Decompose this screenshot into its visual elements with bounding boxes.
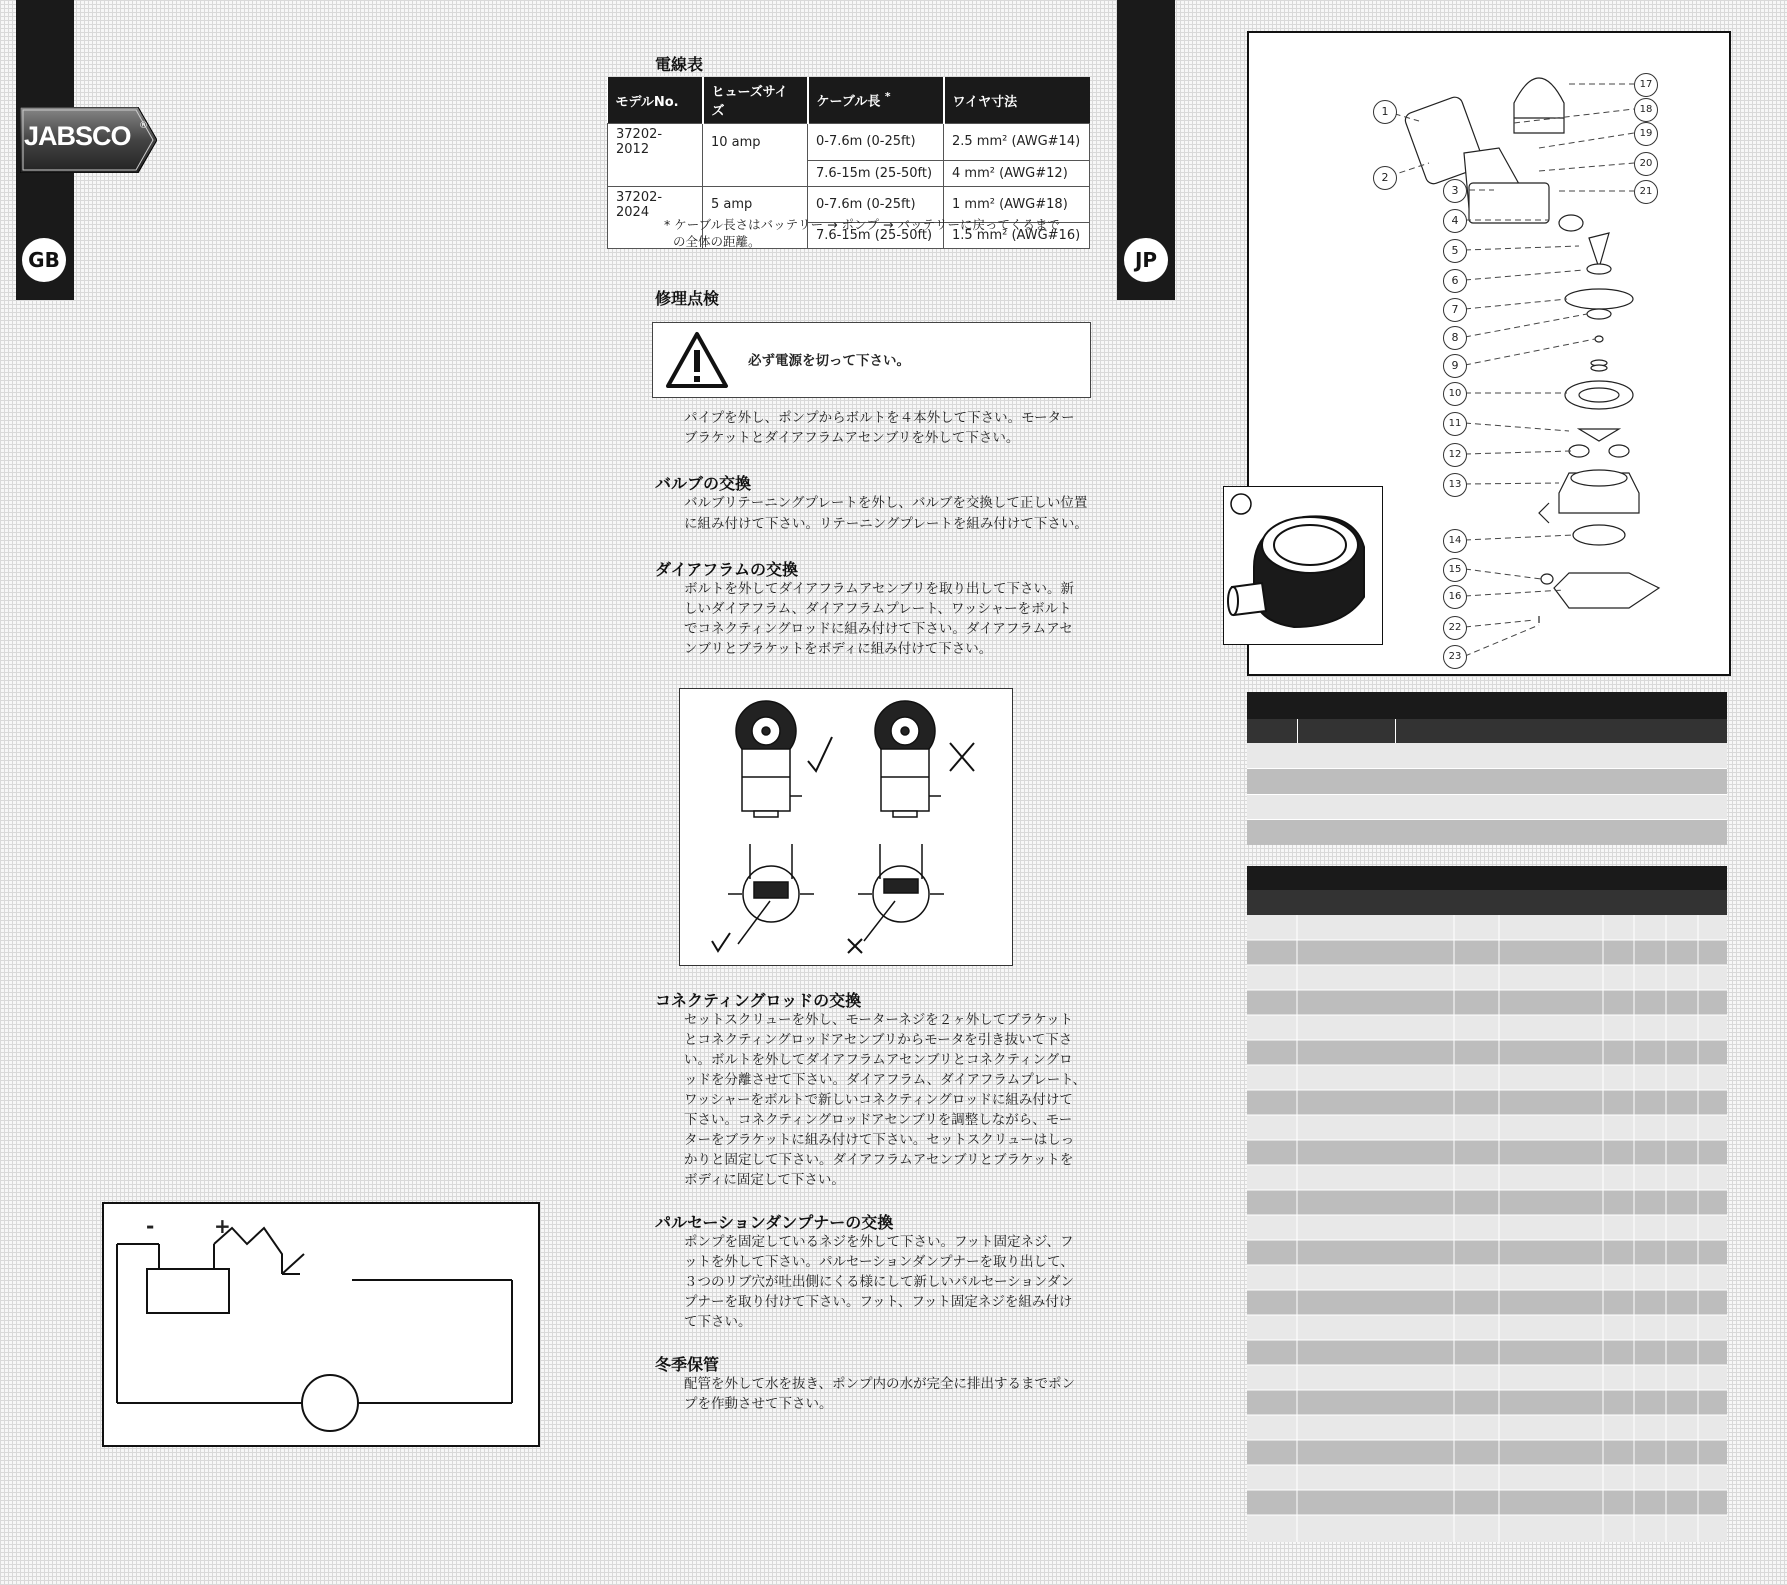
part-callout: 19 <box>1634 122 1658 146</box>
winter-text-line-1: 配管を外して水を抜き、ポンプ内の水が完全に排出するまでポン <box>684 1376 1075 1392</box>
negative-terminal-label: - <box>146 1214 155 1238</box>
warning-box <box>652 322 1091 398</box>
part-callout: 2 <box>1373 166 1397 190</box>
wiring-diagram <box>102 1202 540 1447</box>
table-row <box>608 160 1090 186</box>
table-row <box>608 124 1090 161</box>
connecting-rod-text-line: 下さい。コネクティングロッドアセンブリを調整しながら、モー <box>684 1112 1073 1128</box>
table-cell: 0-7.6m (0-25ft) <box>808 186 944 223</box>
header-asterisk: * <box>884 90 891 104</box>
wire-table-header: ワイヤ寸法 <box>944 77 1090 124</box>
part-callout: 7 <box>1443 298 1467 322</box>
check-mark-icon <box>808 737 832 771</box>
damper-text-line: て下さい。 <box>684 1314 752 1330</box>
repair-title: 修理点検 <box>655 289 720 308</box>
connecting-rod-text-line: セットスクリューを外し、モーターネジを２ヶ外してブラケット <box>684 1012 1074 1028</box>
motor-incorrect-illustration <box>875 701 941 817</box>
part-callout: 11 <box>1443 412 1467 436</box>
table-cell: 7.6-15m (25-50ft) <box>808 160 944 186</box>
part-callout: 14 <box>1443 529 1467 553</box>
pump-motor-symbol <box>302 1375 358 1431</box>
jabsco-logo <box>20 107 157 173</box>
language-badge-gb[interactable]: GB <box>22 238 66 282</box>
repair-text-line-2: ブラケットとダイアフラムアセンブリを外して下さい。 <box>684 430 1020 446</box>
positive-terminal-label: + <box>214 1214 231 1238</box>
table-row <box>1247 743 1727 769</box>
connecting-rod-text-line: かりと固定して下さい。ダイアフラムアセンブリとブラケットを <box>684 1152 1074 1168</box>
table-row <box>1247 795 1727 820</box>
diaphragm-text-line: ボルトを外してダイアフラムアセンブリを取り出して下さい。新 <box>684 581 1075 597</box>
valve-text-line-2: に組み付けて下さい。リテーニングプレートを組み付けて下さい。 <box>684 516 1088 532</box>
parts-list-grid <box>1247 915 1727 1542</box>
wire-table-header: モデルNo. <box>608 77 703 124</box>
part-callout: 17 <box>1634 73 1658 97</box>
wire-table-title: 電線表 <box>655 55 704 74</box>
warning-triangle-icon <box>665 331 729 389</box>
table-header-row <box>1247 890 1727 915</box>
parts-summary-table <box>1247 692 1727 845</box>
cross-mark-icon <box>950 743 974 771</box>
valve-text-line-1: バルブリテーニングプレートを外し、バルブを交換して正しい位置 <box>684 495 1088 511</box>
connecting-rod-title: コネクティングロッドの交換 <box>655 991 862 1010</box>
connecting-rod-text-line: ワッシャーをボルトで新しいコネクティングロッドに組み付けて <box>684 1092 1073 1108</box>
language-badge-jp[interactable]: JP <box>1124 238 1168 282</box>
part-callout: 21 <box>1634 180 1658 204</box>
part-callout: 8 <box>1443 326 1467 350</box>
connecting-rod-figure <box>679 688 1013 966</box>
wire-note-line-2: の全体の距離。 <box>673 234 761 249</box>
part-callout: 22 <box>1443 616 1467 640</box>
part-callout: 20 <box>1634 152 1658 176</box>
pump-inset-photo <box>1223 486 1383 645</box>
diaphragm-incorrect-illustration <box>858 844 944 941</box>
table-cell: 37202-2024 <box>608 186 703 223</box>
table-cell: 7.6-15m (25-50ft) <box>808 223 944 249</box>
logo-registered-mark: ® <box>139 121 148 131</box>
part-callout: 13 <box>1443 473 1467 497</box>
winter-text-line-2: プを作動させて下さい。 <box>684 1396 833 1412</box>
damper-text-line: プナーを取り付けて下さい。フット、フット固定ネジを組み付け <box>684 1294 1073 1310</box>
table-title-bar <box>1247 866 1727 890</box>
diaphragm-text-line: ンブリとブラケットをボディに組み付けて下さい。 <box>684 641 993 657</box>
table-cell: 1.5 mm² (AWG#16) <box>944 223 1090 249</box>
part-callout: 15 <box>1443 558 1467 582</box>
part-callout: 16 <box>1443 585 1467 609</box>
part-callout: 3 <box>1443 179 1467 203</box>
wire-table-header <box>808 77 944 124</box>
wire-note-line-1: * ケーブル長さはバッテリー → ポンプ → バッテリーに戻ってくるまで <box>664 217 1060 232</box>
table-cell: 0-7.6m (0-25ft) <box>808 124 944 161</box>
repair-text-line-1: パイプを外し、ポンプからボルトを４本外して下さい。モーター <box>684 410 1075 426</box>
part-callout: 18 <box>1634 98 1658 122</box>
winter-title: 冬季保管 <box>655 1355 720 1374</box>
table-cell: 4 mm² (AWG#12) <box>944 160 1090 186</box>
check-mark-icon <box>712 933 730 951</box>
warning-text: 必ず電源を切って下さい。 <box>748 353 910 369</box>
battery-illustration <box>147 1269 229 1313</box>
connecting-rod-text-line: ボディに固定して下さい。 <box>684 1172 845 1188</box>
connecting-rod-text-line: ターをブラケットに組み付けて下さい。セットスクリューはしっ <box>684 1132 1075 1148</box>
motor-correct-illustration <box>736 701 802 817</box>
part-callout: 4 <box>1443 209 1467 233</box>
table-title-bar <box>1247 692 1727 719</box>
diaphragm-text-line: しいダイアフラム、ダイアフラムプレート、ワッシャーをボルト <box>684 601 1072 617</box>
table-row <box>1247 769 1727 795</box>
damper-text-line: ットを外して下さい。パルセーションダンプナーを取り出して、 <box>684 1254 1074 1270</box>
diaphragm-correct-illustration <box>728 844 814 944</box>
part-callout: 5 <box>1443 239 1467 263</box>
table-cell: 37202-2012 <box>608 124 703 161</box>
table-cell: 1 mm² (AWG#18) <box>944 186 1090 223</box>
switch-illustration <box>282 1254 304 1274</box>
damper-text-line: ポンプを固定しているネジを外して下さい。フット固定ネジ、フ <box>684 1234 1074 1250</box>
connecting-rod-text-line: とコネクティングロッドアセンブリからモータを引き抜いて下さ <box>684 1032 1073 1048</box>
table-cell: 5 amp <box>703 186 808 223</box>
logo-text: JABSCO <box>24 121 131 151</box>
part-callout: 9 <box>1443 354 1467 378</box>
table-row <box>1247 820 1727 845</box>
cross-mark-icon <box>848 939 862 953</box>
table-cell: 2.5 mm² (AWG#14) <box>944 124 1090 161</box>
part-callout: 10 <box>1443 382 1467 406</box>
valve-title: バルブの交換 <box>655 474 752 493</box>
connecting-rod-text-line: ッドを分離させて下さい。ダイアフラム、ダイアフラムプレート、 <box>684 1072 1087 1088</box>
table-cell <box>608 160 703 186</box>
damper-text-line: ３つのリブ穴が吐出側にくる様にして新しいパルセーションダン <box>684 1274 1075 1290</box>
part-callout: 12 <box>1443 443 1467 467</box>
part-callout: 1 <box>1373 100 1397 124</box>
damper-title: パルセーションダンプナーの交換 <box>655 1213 894 1232</box>
parts-list-table <box>1247 866 1727 1542</box>
diaphragm-text-line: でコネクティングロッドに組み付けて下さい。ダイアフラムアセ <box>684 621 1073 637</box>
wire-table-header: ヒューズサイズ <box>703 77 808 124</box>
header-label: ケーブル長 <box>816 94 881 110</box>
diaphragm-title: ダイアフラムの交換 <box>655 560 799 579</box>
connecting-rod-text-line: い。ボルトを外してダイアフラムアセンブリとコネクティングロ <box>684 1052 1073 1068</box>
table-cell: 10 amp <box>703 124 808 161</box>
part-callout: 6 <box>1443 269 1467 293</box>
part-callout: 23 <box>1443 645 1467 669</box>
table-cell <box>703 160 808 186</box>
table-header-row <box>1247 719 1727 743</box>
